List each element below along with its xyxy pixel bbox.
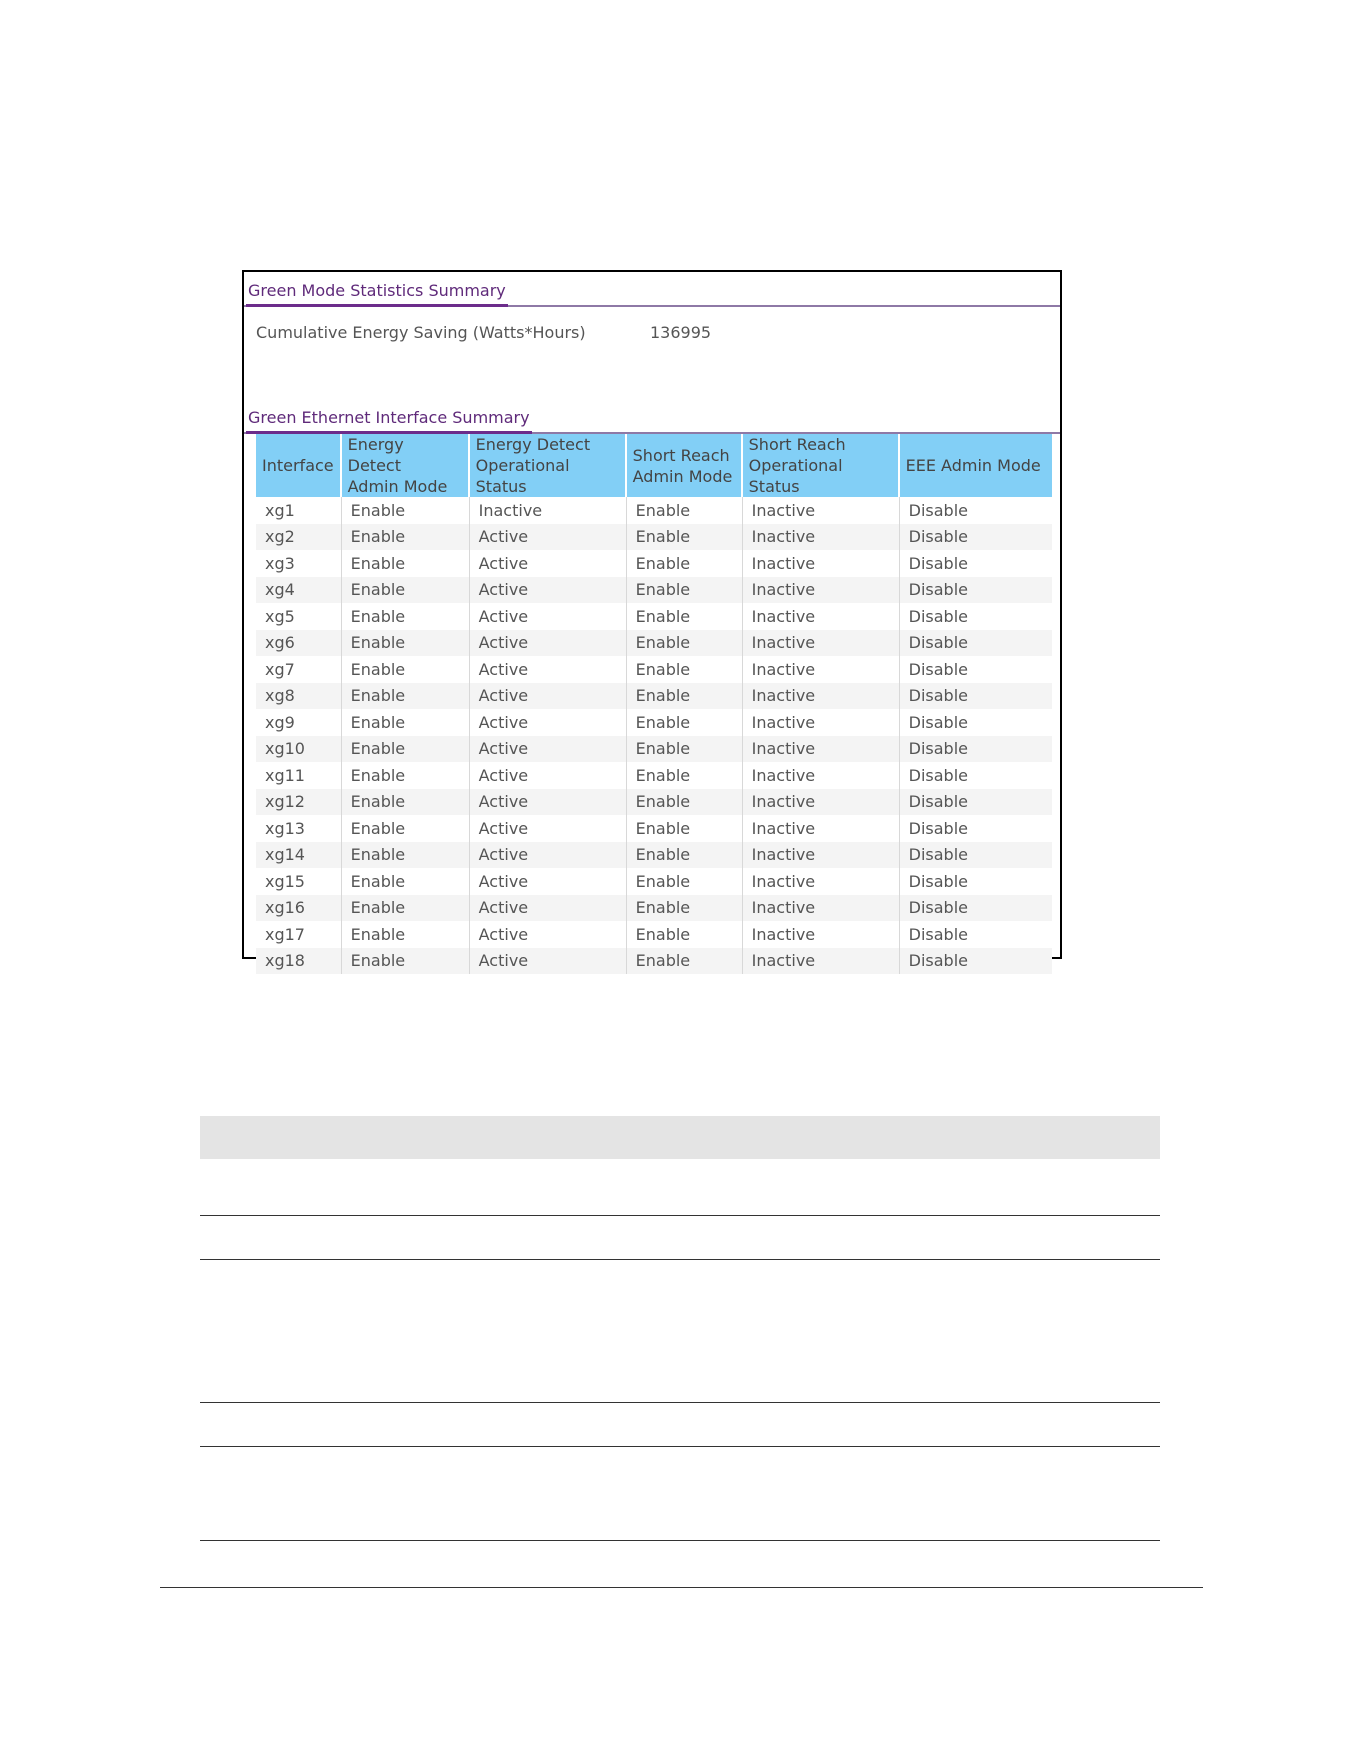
- col-short-reach-oper-cell: Inactive: [743, 762, 900, 789]
- table-row: [256, 736, 1052, 763]
- col-energy-detect-oper-cell: Active: [470, 736, 627, 763]
- energy-saving-row: [244, 307, 1060, 347]
- col-short-reach-admin-cell: Enable: [627, 524, 743, 551]
- col-short-reach-admin-cell: Enable: [627, 815, 743, 842]
- col-interface-cell: xg16: [256, 895, 342, 922]
- col-energy-detect-oper-cell: Active: [470, 789, 627, 816]
- col-short-reach-admin-cell: Enable: [627, 709, 743, 736]
- col-energy-detect-oper-cell: Active: [470, 842, 627, 869]
- col-short-reach-admin-cell: Enable: [627, 868, 743, 895]
- header-label: Interface: [262, 456, 334, 475]
- col-energy-detect-admin-cell: Enable: [342, 683, 470, 710]
- table-row: [256, 868, 1052, 895]
- doc-table-rule: [200, 1402, 1160, 1403]
- doc-table-rule: [200, 1540, 1160, 1541]
- table-row: [256, 815, 1052, 842]
- table-row: [256, 709, 1052, 736]
- col-short-reach-oper-cell: Inactive: [743, 577, 900, 604]
- col-short-reach-admin-cell: Enable: [627, 683, 743, 710]
- col-eee-admin-cell: Disable: [900, 524, 1052, 551]
- col-eee-admin-cell: Disable: [900, 656, 1052, 683]
- col-energy-detect-oper-cell: Active: [470, 709, 627, 736]
- col-energy-detect-oper-header: [470, 434, 627, 497]
- table-row: [256, 577, 1052, 604]
- col-eee-admin-cell: Disable: [900, 789, 1052, 816]
- table-row: [256, 656, 1052, 683]
- col-interface-cell: xg17: [256, 921, 342, 948]
- col-interface-cell: xg1: [256, 497, 342, 524]
- col-short-reach-admin-cell: Enable: [627, 921, 743, 948]
- table-row: [256, 630, 1052, 657]
- col-short-reach-oper-cell: Inactive: [743, 550, 900, 577]
- energy-saving-label: Cumulative Energy Saving (Watts*Hours): [256, 323, 586, 342]
- table-row: [256, 683, 1052, 710]
- col-short-reach-admin-cell: Enable: [627, 842, 743, 869]
- table-row: [256, 948, 1052, 975]
- col-energy-detect-admin-cell: Enable: [342, 709, 470, 736]
- col-energy-detect-admin-cell: Enable: [342, 656, 470, 683]
- col-interface-cell: xg18: [256, 948, 342, 975]
- doc-table-header: [200, 1116, 1160, 1159]
- col-energy-detect-oper-cell: Active: [470, 762, 627, 789]
- col-short-reach-oper-cell: Inactive: [743, 683, 900, 710]
- table-row: [256, 762, 1052, 789]
- col-eee-admin-cell: Disable: [900, 497, 1052, 524]
- col-interface-cell: xg11: [256, 762, 342, 789]
- col-energy-detect-admin-cell: Enable: [342, 868, 470, 895]
- col-short-reach-oper-cell: Inactive: [743, 789, 900, 816]
- col-short-reach-admin-cell: Enable: [627, 550, 743, 577]
- col-interface-cell: xg6: [256, 630, 342, 657]
- col-short-reach-admin-cell: Enable: [627, 762, 743, 789]
- col-short-reach-oper-cell: Inactive: [743, 921, 900, 948]
- interface-section-header: [244, 399, 1060, 434]
- interface-section-title: Green Ethernet Interface Summary: [246, 408, 532, 434]
- col-eee-admin-cell: Disable: [900, 577, 1052, 604]
- col-energy-detect-admin-cell: Enable: [342, 948, 470, 975]
- doc-table-rule: [200, 1446, 1160, 1447]
- col-energy-detect-admin-cell: Enable: [342, 524, 470, 551]
- col-energy-detect-admin-header: [342, 434, 470, 497]
- header-label: EEE Admin Mode: [905, 456, 1041, 475]
- col-short-reach-oper-cell: Inactive: [743, 524, 900, 551]
- page-footer-rule: [160, 1587, 1203, 1588]
- col-eee-admin-cell: Disable: [900, 630, 1052, 657]
- green-ethernet-screenshot: [242, 270, 1062, 971]
- energy-saving-value: 136995: [650, 323, 712, 342]
- col-energy-detect-admin-cell: Enable: [342, 842, 470, 869]
- header-label: Admin Mode: [347, 477, 448, 496]
- col-interface-cell: xg7: [256, 656, 342, 683]
- col-energy-detect-admin-cell: Enable: [342, 736, 470, 763]
- col-short-reach-oper-cell: Inactive: [743, 497, 900, 524]
- col-eee-admin-cell: Disable: [900, 550, 1052, 577]
- col-interface-cell: xg3: [256, 550, 342, 577]
- col-energy-detect-oper-cell: Active: [470, 868, 627, 895]
- col-interface-header: [256, 434, 342, 497]
- col-short-reach-admin-cell: Enable: [627, 497, 743, 524]
- col-energy-detect-oper-cell: Active: [470, 683, 627, 710]
- col-interface-cell: xg12: [256, 789, 342, 816]
- table-row: [256, 524, 1052, 551]
- col-short-reach-admin-cell: Enable: [627, 577, 743, 604]
- col-eee-admin-cell: Disable: [900, 683, 1052, 710]
- col-energy-detect-admin-cell: Enable: [342, 603, 470, 630]
- col-short-reach-oper-cell: Inactive: [743, 630, 900, 657]
- col-short-reach-admin-cell: Enable: [627, 603, 743, 630]
- table-row: [256, 921, 1052, 948]
- col-energy-detect-admin-cell: Enable: [342, 577, 470, 604]
- col-interface-cell: xg8: [256, 683, 342, 710]
- header-label: Energy Detect: [347, 435, 404, 475]
- stats-section-title: Green Mode Statistics Summary: [246, 281, 508, 307]
- header-label: Operational Status: [748, 456, 843, 496]
- col-energy-detect-oper-cell: Active: [470, 921, 627, 948]
- doc-table-rule: [200, 1215, 1160, 1216]
- col-eee-admin-cell: Disable: [900, 895, 1052, 922]
- col-short-reach-oper-cell: Inactive: [743, 842, 900, 869]
- col-energy-detect-oper-cell: Active: [470, 550, 627, 577]
- col-short-reach-oper-cell: Inactive: [743, 895, 900, 922]
- col-short-reach-admin-cell: Enable: [627, 948, 743, 975]
- col-short-reach-oper-header: [743, 434, 900, 497]
- col-interface-cell: xg4: [256, 577, 342, 604]
- col-energy-detect-oper-cell: Active: [470, 815, 627, 842]
- interface-summary-table: [256, 434, 1052, 974]
- col-energy-detect-admin-cell: Enable: [342, 895, 470, 922]
- col-short-reach-oper-cell: Inactive: [743, 815, 900, 842]
- col-short-reach-admin-cell: Enable: [627, 895, 743, 922]
- col-energy-detect-admin-cell: Enable: [342, 630, 470, 657]
- table-row: [256, 550, 1052, 577]
- col-eee-admin-cell: Disable: [900, 948, 1052, 975]
- col-energy-detect-oper-cell: Active: [470, 895, 627, 922]
- col-short-reach-oper-cell: Inactive: [743, 736, 900, 763]
- col-energy-detect-oper-cell: Active: [470, 656, 627, 683]
- col-energy-detect-admin-cell: Enable: [342, 815, 470, 842]
- col-interface-cell: xg15: [256, 868, 342, 895]
- col-energy-detect-oper-cell: Active: [470, 603, 627, 630]
- col-short-reach-oper-cell: Inactive: [743, 868, 900, 895]
- col-short-reach-admin-cell: Enable: [627, 789, 743, 816]
- col-energy-detect-admin-cell: Enable: [342, 789, 470, 816]
- col-interface-cell: xg13: [256, 815, 342, 842]
- header-label: Admin Mode: [632, 466, 733, 486]
- col-energy-detect-admin-cell: Enable: [342, 762, 470, 789]
- col-energy-detect-oper-cell: Active: [470, 948, 627, 975]
- col-interface-cell: xg14: [256, 842, 342, 869]
- table-row: [256, 497, 1052, 524]
- col-short-reach-oper-cell: Inactive: [743, 948, 900, 975]
- col-interface-cell: xg9: [256, 709, 342, 736]
- col-short-reach-admin-cell: Enable: [627, 630, 743, 657]
- col-interface-cell: xg5: [256, 603, 342, 630]
- col-energy-detect-oper-cell: Active: [470, 577, 627, 604]
- col-short-reach-admin-cell: Enable: [627, 736, 743, 763]
- col-interface-cell: xg2: [256, 524, 342, 551]
- table-row: [256, 895, 1052, 922]
- header-label: Energy Detect: [475, 435, 591, 454]
- col-eee-admin-cell: Disable: [900, 842, 1052, 869]
- header-label: Short Reach: [748, 435, 846, 454]
- stats-section-header: [244, 272, 1060, 307]
- col-short-reach-admin-cell: Enable: [627, 656, 743, 683]
- col-short-reach-oper-cell: Inactive: [743, 603, 900, 630]
- header-label: Short Reach: [632, 445, 730, 465]
- table-header-row: [256, 434, 1052, 497]
- table-row: [256, 789, 1052, 816]
- doc-table-rule: [200, 1259, 1160, 1260]
- col-energy-detect-admin-cell: Enable: [342, 497, 470, 524]
- col-interface-cell: xg10: [256, 736, 342, 763]
- col-eee-admin-cell: Disable: [900, 709, 1052, 736]
- table-row: [256, 603, 1052, 630]
- col-eee-admin-cell: Disable: [900, 603, 1052, 630]
- header-label: Operational Status: [475, 456, 570, 496]
- col-short-reach-oper-cell: Inactive: [743, 656, 900, 683]
- col-eee-admin-cell: Disable: [900, 868, 1052, 895]
- col-energy-detect-oper-cell: Active: [470, 524, 627, 551]
- col-energy-detect-oper-cell: Active: [470, 630, 627, 657]
- col-energy-detect-admin-cell: Enable: [342, 921, 470, 948]
- col-energy-detect-oper-cell: Inactive: [470, 497, 627, 524]
- col-eee-admin-cell: Disable: [900, 921, 1052, 948]
- col-eee-admin-cell: Disable: [900, 736, 1052, 763]
- table-row: [256, 842, 1052, 869]
- col-short-reach-oper-cell: Inactive: [743, 709, 900, 736]
- col-eee-admin-cell: Disable: [900, 762, 1052, 789]
- col-short-reach-admin-header: [627, 434, 743, 497]
- col-eee-admin-header: [900, 434, 1052, 497]
- table-body: [256, 497, 1052, 974]
- col-energy-detect-admin-cell: Enable: [342, 550, 470, 577]
- col-eee-admin-cell: Disable: [900, 815, 1052, 842]
